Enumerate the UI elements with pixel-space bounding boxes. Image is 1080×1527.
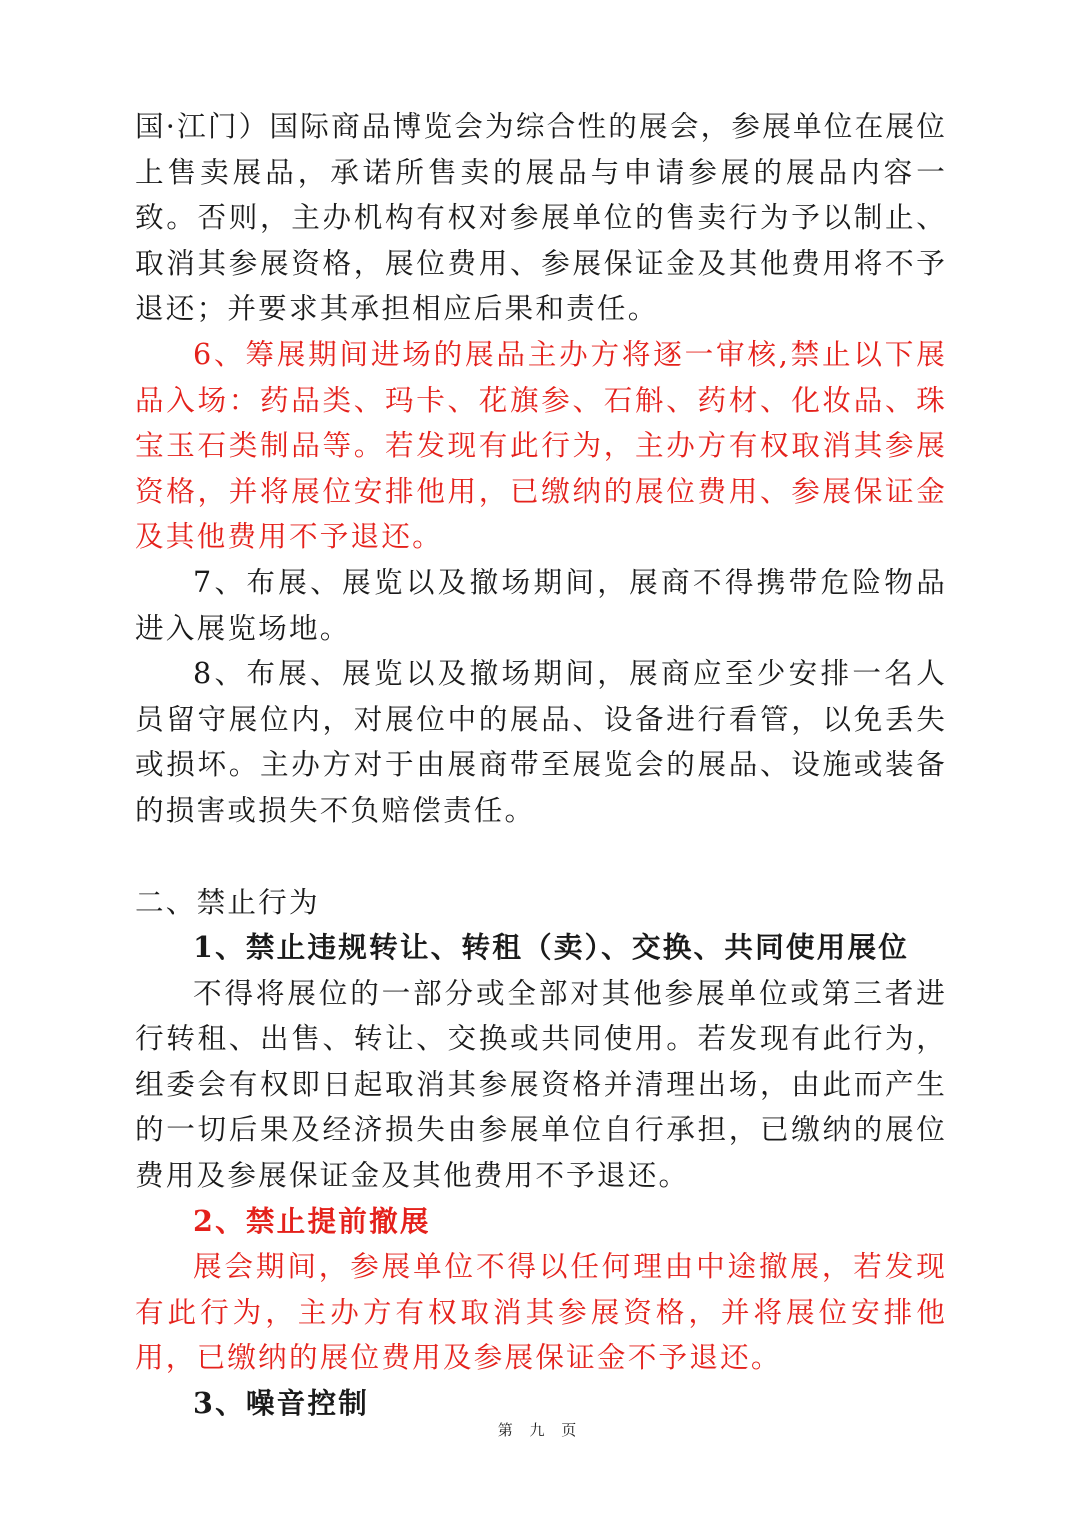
section-2-title: 二、禁止行为: [135, 884, 320, 919]
section-spacer: [135, 834, 947, 880]
item-8: 8、布展、展览以及撤场期间，展商应至少安排一名人员留守展位内，对展位中的展品、设备进行看管，以免丢失或损坏。主办方对于由展商带至展览会的展品、设施或装备的损害或损失不负赔偿责任。: [135, 656, 947, 827]
subsection-1-body: 不得将展位的一部分或全部对其他参展单位或第三者进行转租、出售、转让、交换或共同使用。若发现有此行为，组委会有权即日起取消其参展资格并清理出场，由此而产生的一切后果及经济损失由参展单位自行承担，已缴纳的展位费用及参展保证金及其他费用不予退还。: [135, 975, 947, 1193]
subsection-1-title: 1、禁止违规转让、转租（卖）、交换、共同使用展位: [193, 930, 910, 965]
document-page: [135, 104, 947, 1427]
paragraph-continued: 国·江门）国际商品博览会为综合性的展会，参展单位在展位上售卖展品，承诺所售卖的展品与申请参展的展品内容一致。否则，主办机构有权对参展单位的售卖行为予以制止、取消其参展资格，展位费用、参展保证金及其他费用将不予退还；并要求其承担相应后果和责任。: [135, 109, 947, 326]
item-7: 7、布展、展览以及撤场期间，展商不得携带危险物品进入展览场地。: [135, 564, 947, 645]
subsection-3-title: 3、噪音控制: [193, 1386, 370, 1421]
subsection-2-body: 展会期间，参展单位不得以任何理由中途撤展，若发现有此行为，主办方有权取消其参展资格，并将展位安排他用，已缴纳的展位费用及参展保证金不予退还。: [135, 1249, 947, 1375]
page-number: 第 九 页: [497, 1421, 583, 1439]
subsection-2-title: 2、禁止提前撤展: [193, 1203, 431, 1238]
item-6-red-notice: 6、筹展期间进场的展品主办方将逐一审核,禁止以下展品入场：药品类、玛卡、花旗参、石斛、药材、化妆品、珠宝玉石类制品等。若发现有此行为，主办方有权取消其参展资格，并将展位安排他用，已缴纳的展位费用、参展保证金及其他费用不予退还。: [135, 336, 947, 554]
